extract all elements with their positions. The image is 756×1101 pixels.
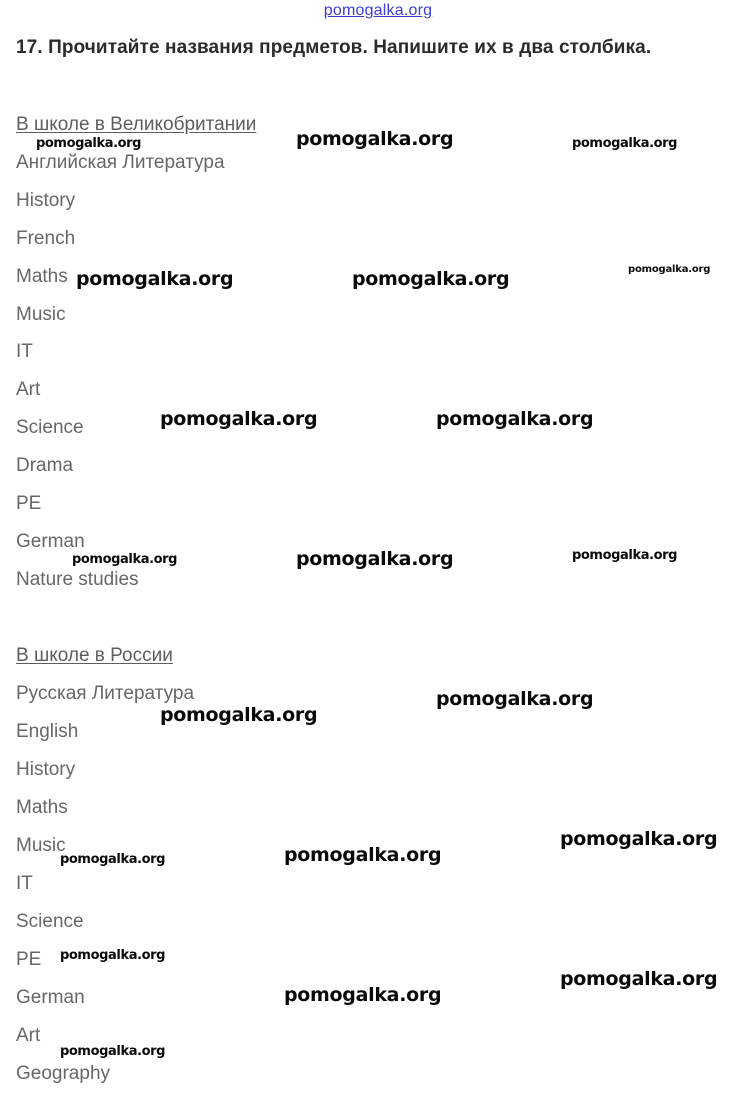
list-item: Русская Литература [16,683,195,704]
list-item: Geography [16,1063,111,1084]
watermark: pomogalka.org [160,704,318,726]
list-item: History [16,189,76,211]
list-item: Maths [16,265,68,287]
list-item: German [16,530,85,552]
watermark: pomogalka.org [284,844,442,866]
watermark: pomogalka.org [560,968,718,990]
watermark: pomogalka.org [296,548,454,570]
watermark: pomogalka.org [76,268,234,290]
watermark: pomogalka.org [60,1044,166,1059]
watermark: pomogalka.org [284,984,442,1006]
watermark: pomogalka.org [160,408,318,430]
watermark: pomogalka.org [572,136,678,151]
watermark: pomogalka.org [36,136,142,151]
russia-section-title: В школе в России [16,645,173,666]
list-item: Art [16,1025,41,1046]
list-item: Maths [16,797,68,818]
watermark: pomogalka.org [60,852,166,867]
task-title: 17. Прочитайте названия предметов. Напишите их в два столбика. [16,37,652,58]
list-item: Science [16,417,84,439]
watermark: pomogalka.org [560,828,718,850]
uk-subjects-section [16,113,256,606]
list-item: French [16,227,76,249]
watermark: pomogalka.org [436,408,594,430]
list-item: IT [16,341,33,363]
watermark: pomogalka.org [628,264,711,275]
watermark: pomogalka.org [436,688,594,710]
watermark: pomogalka.org [296,128,454,150]
list-item: Английская Литература [16,152,225,173]
uk-section-title: В школе в Великобритании [16,114,257,135]
list-item: Music [16,303,66,325]
watermark: pomogalka.org [60,948,166,963]
list-item: English [16,721,79,742]
list-item: German [16,987,85,1008]
watermark: pomogalka.org [352,268,510,290]
list-item: Nature studies [16,568,139,590]
list-item: History [16,759,76,780]
list-item: Drama [16,455,74,477]
list-item: Science [16,911,84,932]
list-item: IT [16,873,33,894]
list-item: Art [16,379,41,401]
list-item: Music [16,835,66,856]
list-item: PE [16,949,42,970]
list-item: PE [16,493,42,515]
watermark: pomogalka.org [572,548,678,563]
site-header-link[interactable]: pomogalka.org [323,2,433,19]
watermark: pomogalka.org [72,552,178,567]
